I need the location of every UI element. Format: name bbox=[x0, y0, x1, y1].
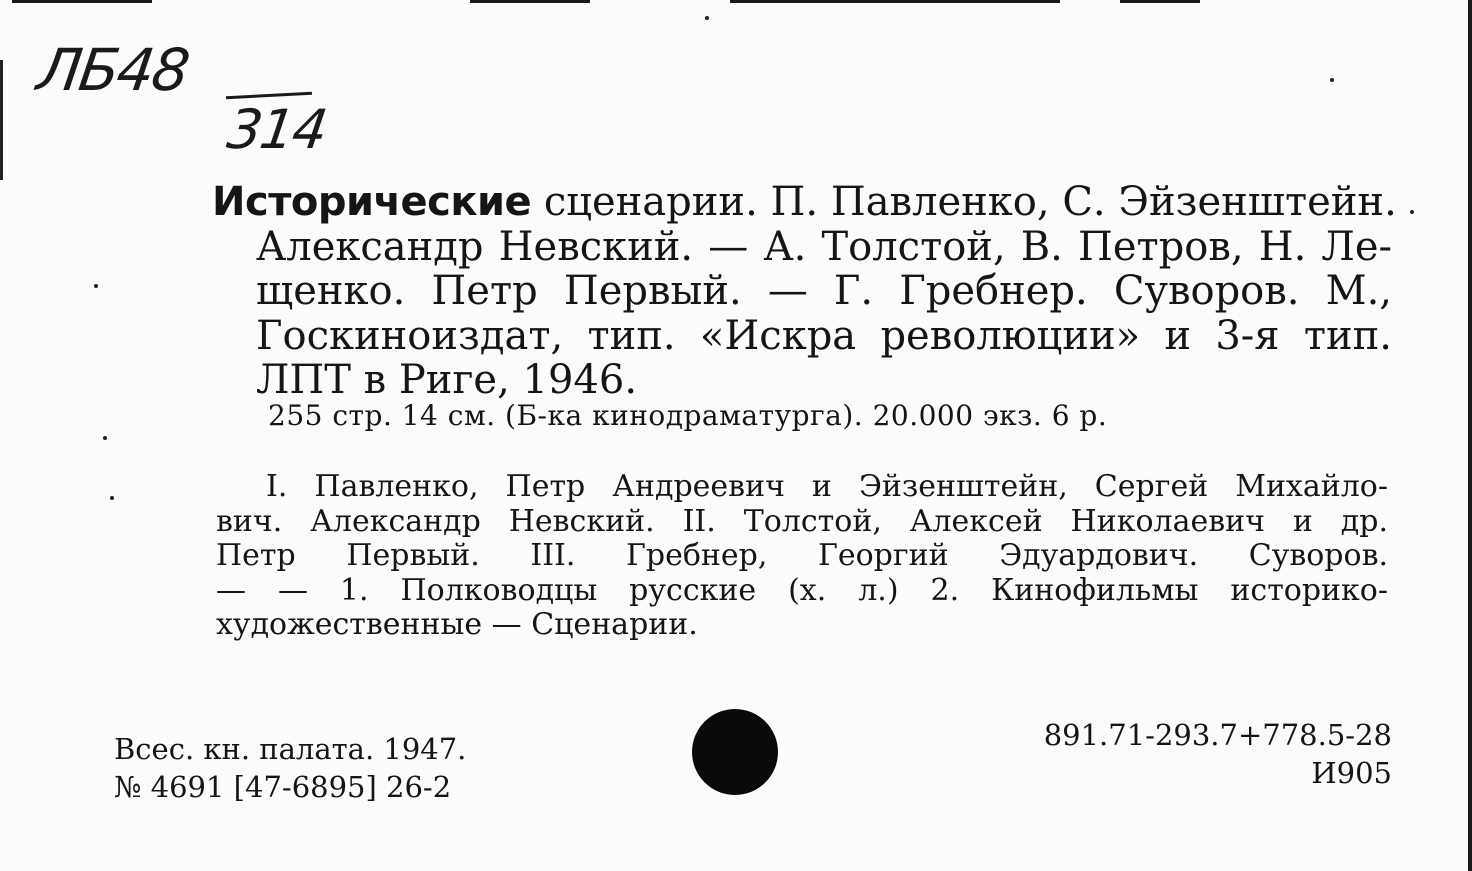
entry-heading: Исторические bbox=[212, 179, 532, 225]
ink-speck bbox=[110, 496, 114, 500]
author-mark: И905 bbox=[1311, 756, 1392, 790]
entry-line-4: Госкиноиздат, тип. «Искра революции» и 3-я тип. bbox=[256, 312, 1392, 359]
chamber-line-2: № 4691 [47-6895] 26-2 bbox=[114, 770, 452, 804]
ink-speck bbox=[705, 16, 709, 20]
entry-line-1 bbox=[212, 179, 1397, 225]
chamber-line-1: Всес. кн. палата. 1947. bbox=[114, 732, 467, 766]
shelfmark-sub: 314 bbox=[223, 98, 330, 161]
tracings bbox=[216, 470, 1388, 643]
card-top-edge-mark bbox=[12, 0, 152, 3]
card-left-edge-mark bbox=[0, 60, 3, 180]
collation-line: 255 стр. 14 см. (Б-ка кинодраматурга). 20.000 экз. 6 р. bbox=[268, 399, 1108, 432]
tracing-line-1: I. Павленко, Петр Андреевич и Эйзенштейн, Сергей Михайло- bbox=[266, 469, 1388, 504]
ink-speck bbox=[1410, 210, 1414, 214]
handwritten-shelfmark bbox=[33, 36, 330, 161]
card-top-edge-mark bbox=[730, 0, 1060, 3]
entry-line-3: щенко. Петр Первый. — Г. Гребнер. Суворов. М., bbox=[256, 268, 1392, 315]
ink-speck bbox=[1330, 78, 1334, 82]
entry-line-5: ЛПТ в Риге, 1946. bbox=[256, 357, 638, 404]
ink-speck bbox=[103, 436, 107, 440]
shelfmark-main: ЛБ48 bbox=[33, 36, 192, 104]
card-top-edge-mark bbox=[470, 0, 590, 3]
classification-block bbox=[1044, 716, 1392, 792]
book-chamber-imprint bbox=[114, 730, 466, 806]
bibliographic-entry bbox=[212, 179, 1397, 404]
card-punch-hole bbox=[692, 709, 778, 795]
ink-speck bbox=[94, 284, 98, 288]
tracing-line-5: художественные — Сценарии. bbox=[216, 607, 698, 642]
entry-line-2: Александр Невский. — А. Толстой, В. Петров, Н. Ле- bbox=[256, 223, 1392, 270]
classification-index: 891.71-293.7+778.5-28 bbox=[1043, 718, 1392, 752]
card-right-edge bbox=[1468, 0, 1472, 871]
tracing-line-3: Петр Первый. III. Гребнер, Георгий Эдуардович. Суворов. bbox=[216, 538, 1388, 573]
card-top-edge-mark bbox=[1120, 0, 1200, 3]
tracing-line-4: — — 1. Полководцы русские (х. л.) 2. Кинофильмы историко- bbox=[216, 572, 1388, 608]
tracing-line-2: вич. Александр Невский. II. Толстой, Алексей Николаевич и др. bbox=[216, 503, 1388, 539]
entry-line-1-rest: сценарии. П. Павленко, С. Эйзенштейн. bbox=[543, 179, 1397, 225]
